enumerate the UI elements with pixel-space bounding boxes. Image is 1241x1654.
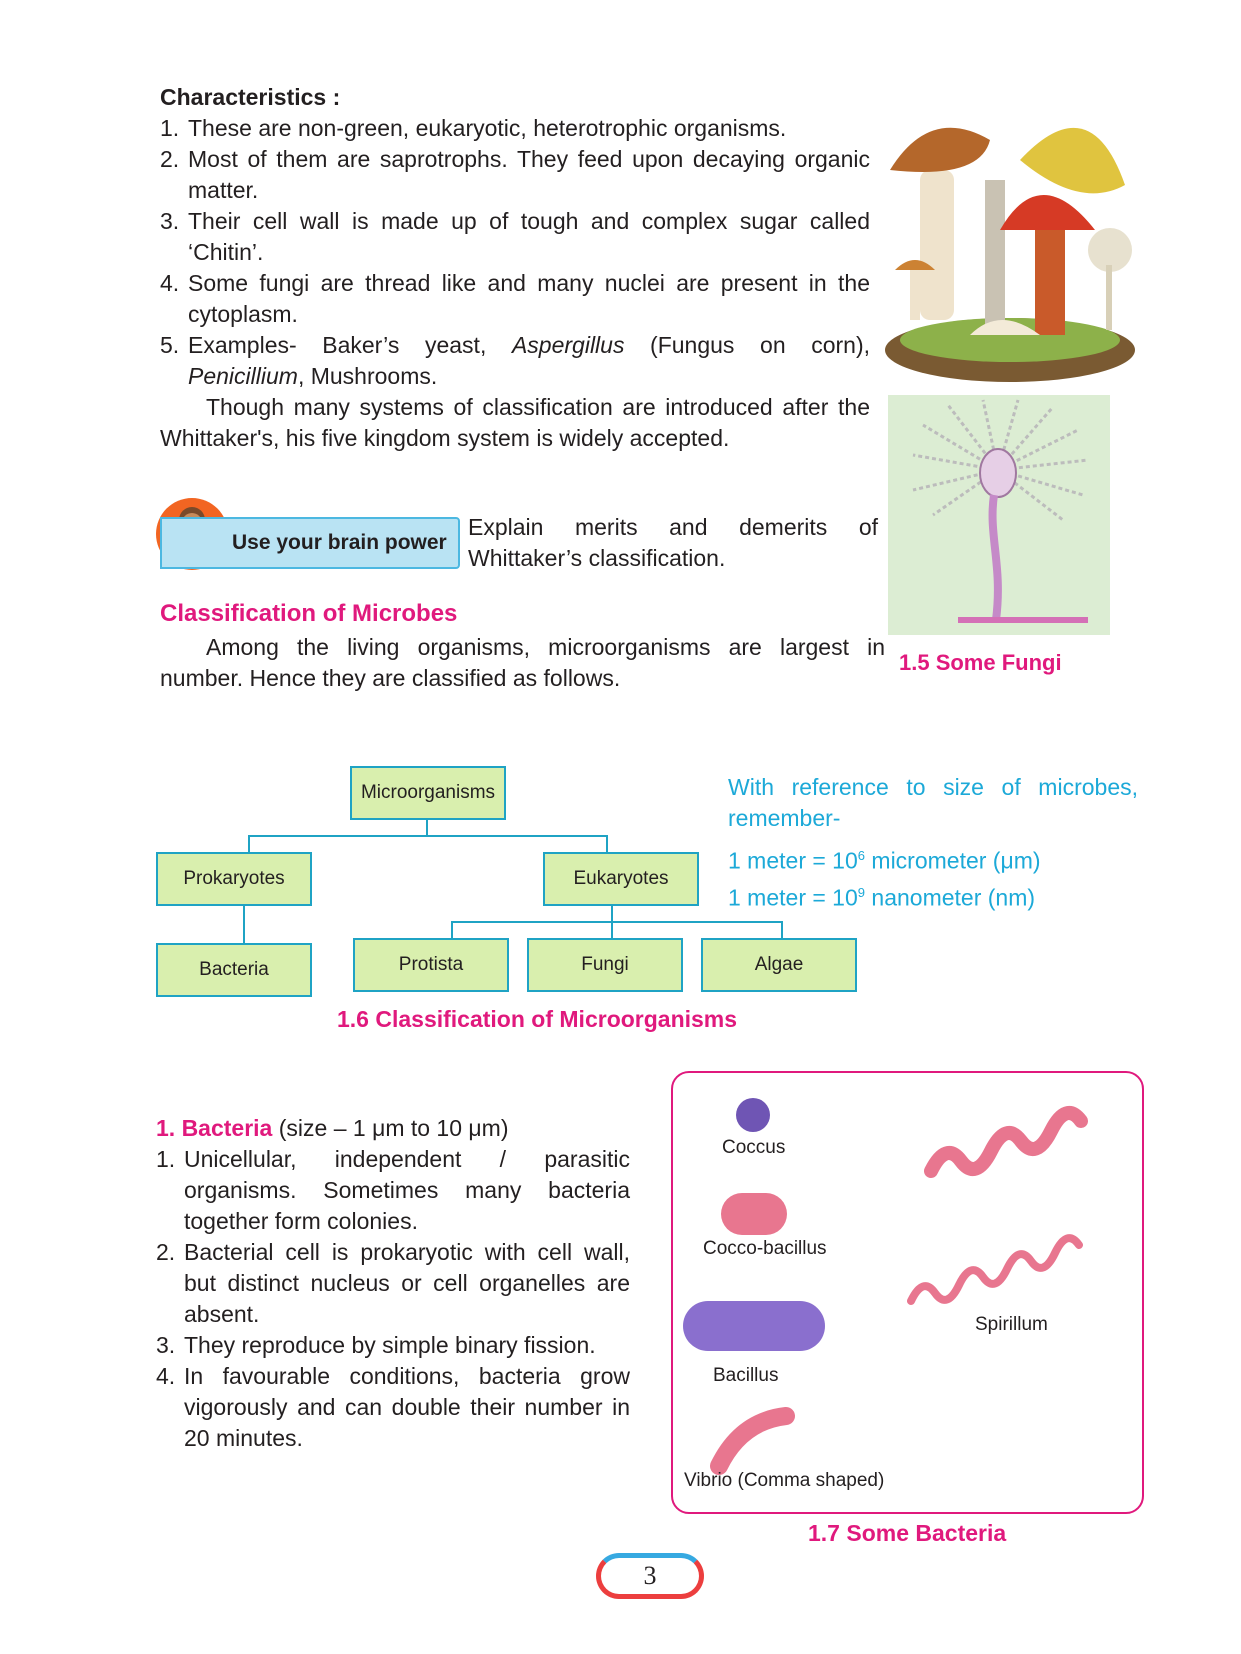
size-note xyxy=(728,772,1138,913)
fig-tree-caption: 1.6 Classification of Microorganisms xyxy=(337,1006,738,1032)
cocco-bacillus-shape xyxy=(721,1193,787,1235)
item-number: 4. xyxy=(160,270,180,296)
characteristics-heading: Characteristics : xyxy=(160,84,341,110)
brain-power-badge: Use your brain power xyxy=(160,517,460,569)
list-item xyxy=(156,1144,630,1237)
list-item xyxy=(160,206,870,268)
label-spirillum: Spirillum xyxy=(975,1314,1048,1335)
size-note-micrometer xyxy=(728,840,1138,877)
bacteria-list xyxy=(156,1144,630,1454)
label-coccus: Coccus xyxy=(722,1137,786,1158)
item-number: 5. xyxy=(160,332,180,358)
characteristics-section xyxy=(160,82,870,454)
item-text: Examples- Baker’s yeast, xyxy=(188,332,512,358)
fig-fungi-caption: 1.5 Some Fungi xyxy=(899,650,1062,675)
size-note-nanometer xyxy=(728,877,1138,914)
item-text: In favourable conditions, bacteria grow vigorously and can double their number in 20 minutes. xyxy=(184,1363,630,1451)
size-note-text: nanometer (nm) xyxy=(865,884,1036,911)
bacillus-shape xyxy=(683,1301,825,1351)
item-text: These are non-green, eukaryotic, heterotrophic organisms. xyxy=(188,115,787,141)
size-note-intro: With reference to size of microbes, remember- xyxy=(728,774,1138,831)
item-number: 1. xyxy=(160,115,180,141)
size-note-exponent: 6 xyxy=(857,848,866,863)
list-item xyxy=(160,268,870,330)
list-item xyxy=(156,1330,630,1361)
coccus-shape xyxy=(736,1098,770,1132)
item-text: Most of them are saprotrophs. They feed upon decaying organic matter. xyxy=(188,146,870,203)
item-text: (Fungus on corn), xyxy=(624,332,871,358)
item-text: , Mushrooms. xyxy=(297,363,438,389)
item-number: 2. xyxy=(156,1239,176,1265)
species-name: Penicillium xyxy=(188,363,298,389)
fig-bacteria-caption: 1.7 Some Bacteria xyxy=(808,1520,1007,1546)
bacteria-size: (size – 1 μm to 10 μm) xyxy=(272,1115,509,1141)
species-name: Aspergillus xyxy=(511,332,625,358)
bacteria-heading-line xyxy=(156,1113,630,1144)
tree-node-prokaryotes: Prokaryotes xyxy=(156,852,312,906)
item-text: Bacterial cell is prokaryotic with cell wall, but distinct nucleus or cell organelles are absent. xyxy=(184,1239,630,1327)
list-item xyxy=(156,1361,630,1454)
item-number: 4. xyxy=(156,1363,176,1389)
microbes-heading: Classification of Microbes xyxy=(160,600,458,627)
item-number: 3. xyxy=(160,208,180,234)
size-note-text: 1 meter = 10 xyxy=(728,884,858,911)
tree-node-eukaryotes: Eukaryotes xyxy=(543,852,699,906)
vibrio-shape xyxy=(719,1416,786,1466)
item-text: Unicellular, independent / parasitic organisms. Sometimes many bacteria together form colonies. xyxy=(184,1146,630,1234)
size-note-text: 1 meter = 10 xyxy=(728,847,858,874)
brain-power-question: Explain merits and demerits of Whittaker’s classification. xyxy=(468,514,878,571)
label-bacillus: Bacillus xyxy=(713,1365,779,1386)
item-number: 2. xyxy=(160,146,180,172)
characteristics-list xyxy=(160,113,870,392)
whittaker-paragraph: Though many systems of classification are introduced after the Whittaker's, his five kingdom system is widely accepted. xyxy=(160,394,870,451)
label-cocco-bacillus: Cocco-bacillus xyxy=(703,1238,827,1259)
aspergillus-panel xyxy=(888,395,1110,635)
list-item xyxy=(160,113,870,144)
spirillum-shape-1 xyxy=(931,1113,1081,1171)
bacteria-section xyxy=(156,1113,630,1454)
aspergillus-illustration xyxy=(888,395,1110,635)
page-number: 3 xyxy=(596,1553,704,1599)
tree-node-bacteria: Bacteria xyxy=(156,943,312,997)
item-text: They reproduce by simple binary fission. xyxy=(184,1332,596,1358)
bacteria-heading: 1. Bacteria xyxy=(156,1115,273,1141)
list-item xyxy=(160,144,870,206)
item-text: Their cell wall is made up of tough and complex sugar called ‘Chitin’. xyxy=(188,208,870,265)
list-item xyxy=(160,330,870,392)
item-text: Some fungi are thread like and many nuclei are present in the cytoplasm. xyxy=(188,270,870,327)
label-vibrio: Vibrio (Comma shaped) xyxy=(684,1470,885,1491)
list-item xyxy=(156,1237,630,1330)
size-note-exponent: 9 xyxy=(857,884,866,900)
tree-node-algae: Algae xyxy=(701,938,857,992)
tree-node-protista: Protista xyxy=(353,938,509,992)
mushrooms-illustration xyxy=(880,100,1140,390)
item-number: 1. xyxy=(156,1146,176,1172)
tree-node-fungi: Fungi xyxy=(527,938,683,992)
spirillum-shape-2 xyxy=(911,1238,1079,1301)
tree-node-microorganisms: Microorganisms xyxy=(350,766,506,820)
item-number: 3. xyxy=(156,1332,176,1358)
size-note-text: micrometer (μm) xyxy=(865,847,1041,874)
microbes-paragraph: Among the living organisms, microorganisms are largest in number. Hence they are classified as follows. xyxy=(160,634,885,691)
